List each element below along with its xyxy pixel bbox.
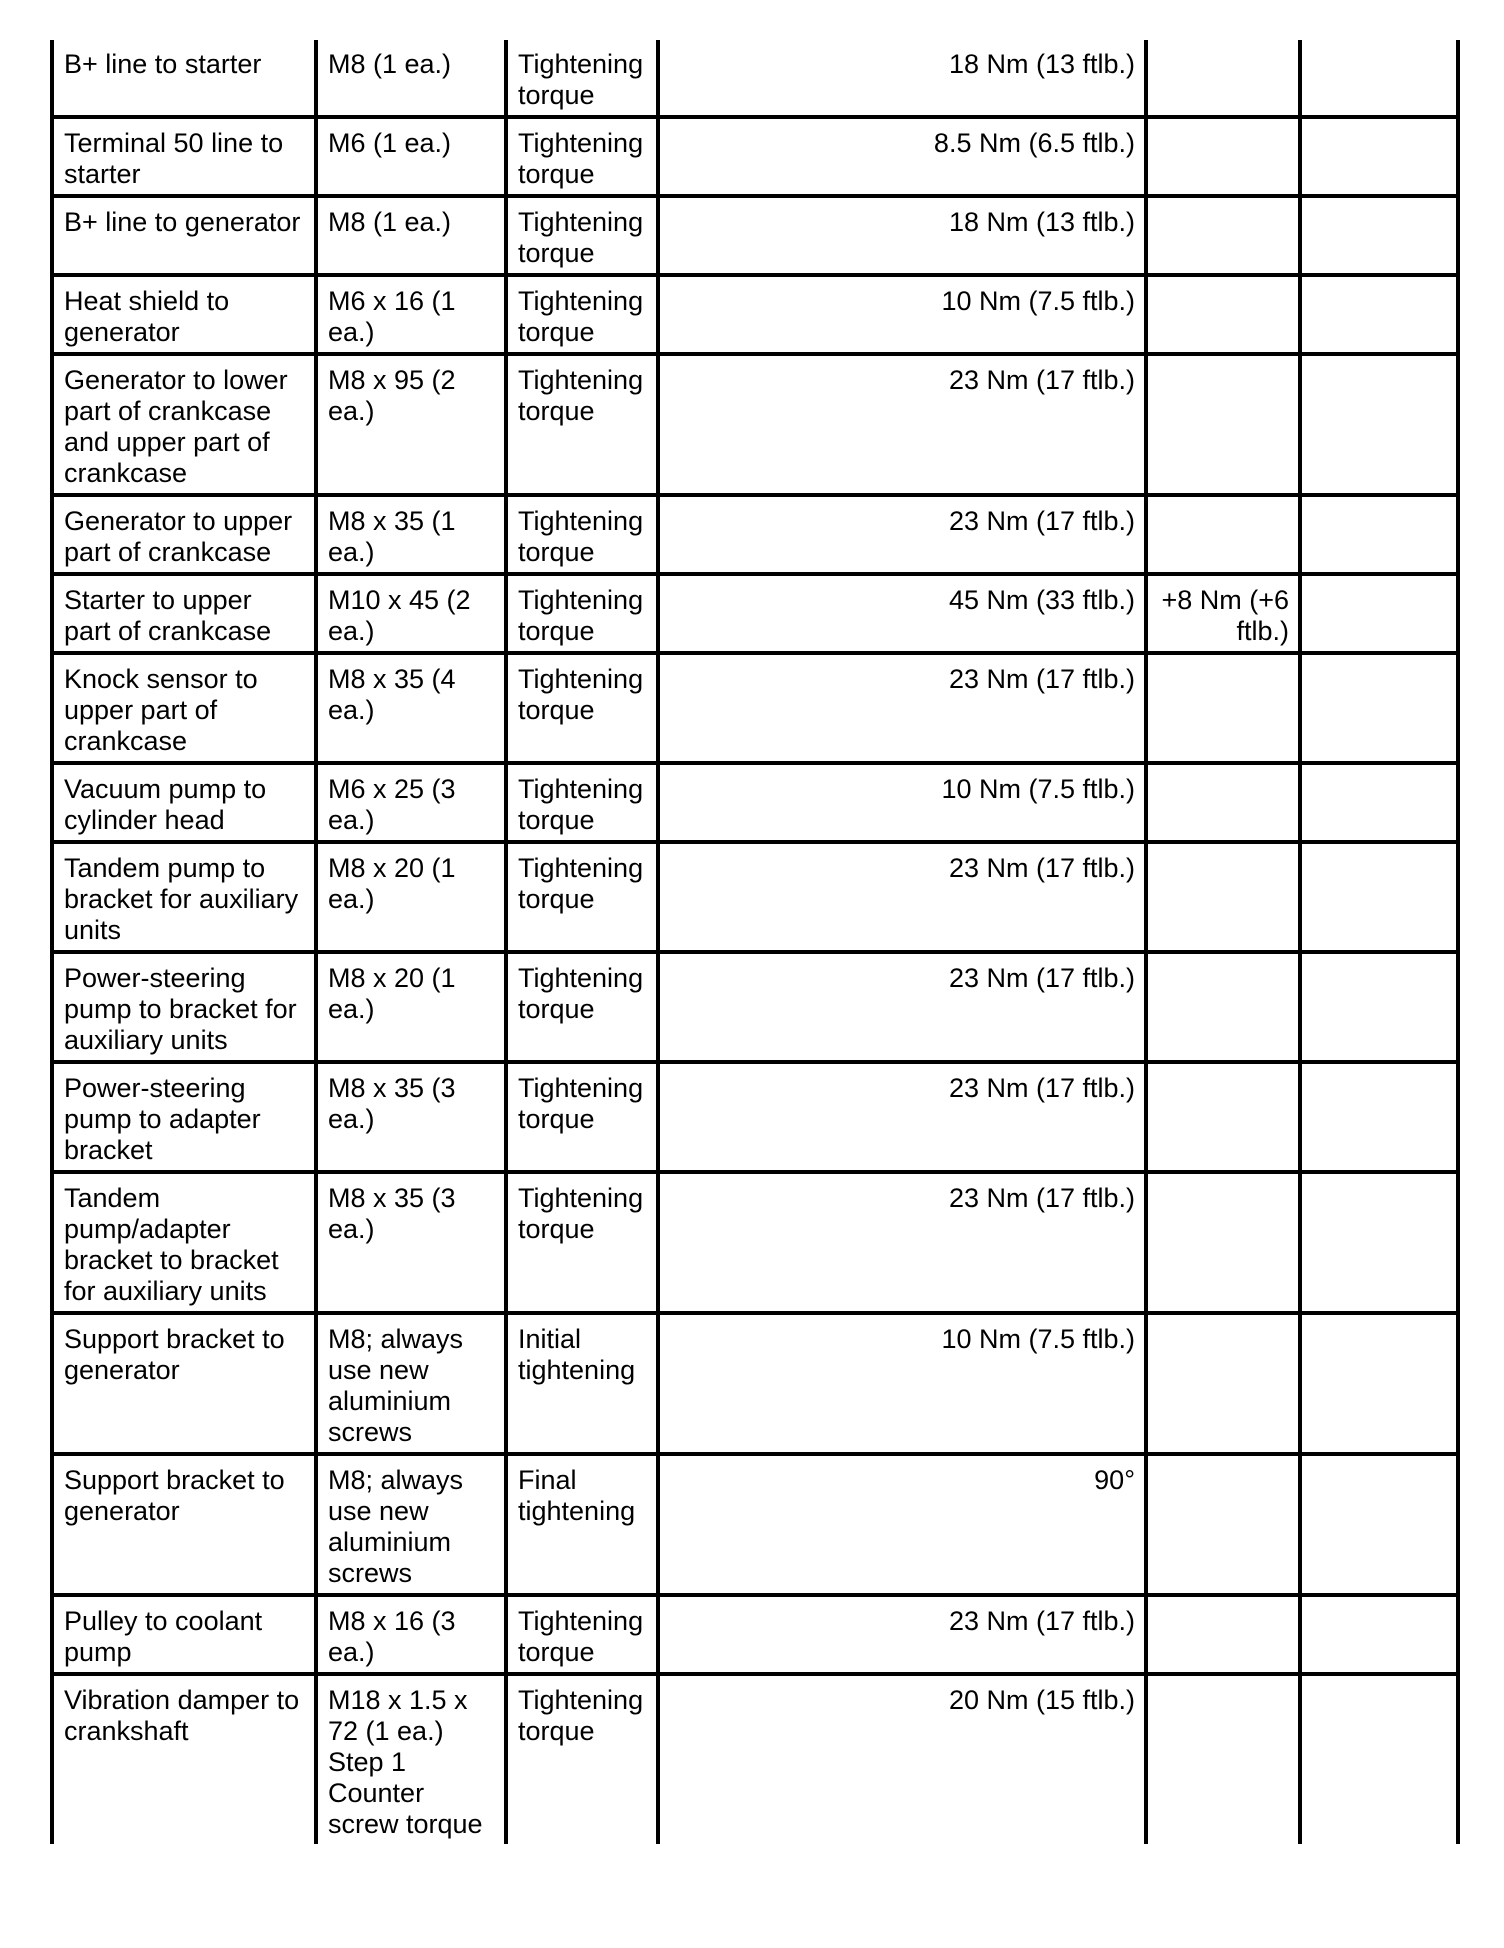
torque-type-cell: Tightening torque [506,952,658,1062]
torque-type-cell: Tightening torque [506,354,658,495]
torque-type-cell: Tightening torque [506,1674,658,1844]
component-cell: Terminal 50 line to starter [52,117,316,196]
table-row [52,196,1458,275]
fastener-cell: M10 x 45 (2 ea.) [316,574,506,653]
table-row [52,275,1458,354]
component-cell: Heat shield to generator [52,275,316,354]
additional-torque-cell [1146,495,1300,574]
additional-torque-cell [1146,117,1300,196]
component-cell: B+ line to generator [52,196,316,275]
fastener-cell: M8 x 20 (1 ea.) [316,842,506,952]
table-row [52,117,1458,196]
note-cell [1300,1454,1458,1595]
torque-value-cell: 23 Nm (17 ftlb.) [658,1595,1146,1674]
fastener-cell: M18 x 1.5 x 72 (1 ea.) Step 1 Counter screw torque [316,1674,506,1844]
additional-torque-cell [1146,1062,1300,1172]
additional-torque-cell [1146,1172,1300,1313]
torque-type-cell: Tightening torque [506,275,658,354]
note-cell [1300,653,1458,763]
additional-torque-cell [1146,952,1300,1062]
torque-type-cell: Tightening torque [506,1062,658,1172]
fastener-cell: M8 x 35 (3 ea.) [316,1062,506,1172]
component-cell: Pulley to coolant pump [52,1595,316,1674]
table-row [52,1454,1458,1595]
additional-torque-cell [1146,653,1300,763]
note-cell [1300,842,1458,952]
torque-type-cell: Tightening torque [506,117,658,196]
torque-value-cell: 20 Nm (15 ftlb.) [658,1674,1146,1844]
additional-torque-cell: +8 Nm (+6 ftlb.) [1146,574,1300,653]
note-cell [1300,354,1458,495]
torque-type-cell: Tightening torque [506,40,658,117]
fastener-cell: M8 (1 ea.) [316,196,506,275]
torque-value-cell: 23 Nm (17 ftlb.) [658,952,1146,1062]
torque-type-cell: Initial tightening [506,1313,658,1454]
torque-type-cell: Tightening torque [506,1172,658,1313]
component-cell: B+ line to starter [52,40,316,117]
table-row [52,1172,1458,1313]
note-cell [1300,574,1458,653]
component-cell: Power-steering pump to adapter bracket [52,1062,316,1172]
fastener-cell: M8 x 35 (1 ea.) [316,495,506,574]
torque-value-cell: 23 Nm (17 ftlb.) [658,354,1146,495]
table-body [52,40,1458,1844]
note-cell [1300,763,1458,842]
torque-type-cell: Tightening torque [506,196,658,275]
fastener-cell: M8 (1 ea.) [316,40,506,117]
additional-torque-cell [1146,1595,1300,1674]
component-cell: Starter to upper part of crankcase [52,574,316,653]
torque-type-cell: Tightening torque [506,1595,658,1674]
table-row [52,495,1458,574]
torque-value-cell: 18 Nm (13 ftlb.) [658,196,1146,275]
torque-type-cell: Final tightening [506,1454,658,1595]
fastener-cell: M8 x 16 (3 ea.) [316,1595,506,1674]
torque-value-cell: 10 Nm (7.5 ftlb.) [658,763,1146,842]
component-cell: Generator to lower part of crankcase and upper part of crankcase [52,354,316,495]
note-cell [1300,1313,1458,1454]
torque-value-cell: 18 Nm (13 ftlb.) [658,40,1146,117]
additional-torque-cell [1146,1674,1300,1844]
note-cell [1300,1172,1458,1313]
component-cell: Support bracket to generator [52,1454,316,1595]
torque-spec-table [50,40,1460,1844]
fastener-cell: M8; always use new aluminium screws [316,1313,506,1454]
fastener-cell: M8; always use new aluminium screws [316,1454,506,1595]
torque-type-cell: Tightening torque [506,842,658,952]
note-cell [1300,117,1458,196]
torque-value-cell: 23 Nm (17 ftlb.) [658,653,1146,763]
table-row [52,354,1458,495]
torque-type-cell: Tightening torque [506,653,658,763]
table-row [52,1062,1458,1172]
fastener-cell: M8 x 20 (1 ea.) [316,952,506,1062]
note-cell [1300,952,1458,1062]
table-row [52,842,1458,952]
torque-value-cell: 23 Nm (17 ftlb.) [658,1062,1146,1172]
table-row [52,763,1458,842]
component-cell: Tandem pump/adapter bracket to bracket for auxiliary units [52,1172,316,1313]
table-row [52,40,1458,117]
fastener-cell: M6 x 16 (1 ea.) [316,275,506,354]
additional-torque-cell [1146,275,1300,354]
note-cell [1300,40,1458,117]
note-cell [1300,196,1458,275]
table-row [52,1595,1458,1674]
torque-value-cell: 23 Nm (17 ftlb.) [658,842,1146,952]
torque-value-cell: 10 Nm (7.5 ftlb.) [658,275,1146,354]
torque-value-cell: 23 Nm (17 ftlb.) [658,1172,1146,1313]
additional-torque-cell [1146,40,1300,117]
note-cell [1300,275,1458,354]
table-row [52,653,1458,763]
torque-value-cell: 45 Nm (33 ftlb.) [658,574,1146,653]
additional-torque-cell [1146,842,1300,952]
torque-value-cell: 8.5 Nm (6.5 ftlb.) [658,117,1146,196]
fastener-cell: M8 x 95 (2 ea.) [316,354,506,495]
torque-type-cell: Tightening torque [506,763,658,842]
torque-value-cell: 10 Nm (7.5 ftlb.) [658,1313,1146,1454]
table-row [52,1313,1458,1454]
table-row [52,574,1458,653]
torque-type-cell: Tightening torque [506,574,658,653]
component-cell: Tandem pump to bracket for auxiliary units [52,842,316,952]
fastener-cell: M8 x 35 (4 ea.) [316,653,506,763]
component-cell: Support bracket to generator [52,1313,316,1454]
additional-torque-cell [1146,354,1300,495]
component-cell: Power-steering pump to bracket for auxiliary units [52,952,316,1062]
note-cell [1300,1595,1458,1674]
torque-type-cell: Tightening torque [506,495,658,574]
note-cell [1300,1674,1458,1844]
fastener-cell: M8 x 35 (3 ea.) [316,1172,506,1313]
additional-torque-cell [1146,1454,1300,1595]
fastener-cell: M6 (1 ea.) [316,117,506,196]
component-cell: Vacuum pump to cylinder head [52,763,316,842]
component-cell: Generator to upper part of crankcase [52,495,316,574]
table-row [52,952,1458,1062]
torque-value-cell: 23 Nm (17 ftlb.) [658,495,1146,574]
component-cell: Knock sensor to upper part of crankcase [52,653,316,763]
fastener-cell: M6 x 25 (3 ea.) [316,763,506,842]
table-row [52,1674,1458,1844]
additional-torque-cell [1146,196,1300,275]
torque-value-cell: 90° [658,1454,1146,1595]
additional-torque-cell [1146,763,1300,842]
additional-torque-cell [1146,1313,1300,1454]
note-cell [1300,1062,1458,1172]
component-cell: Vibration damper to crankshaft [52,1674,316,1844]
note-cell [1300,495,1458,574]
